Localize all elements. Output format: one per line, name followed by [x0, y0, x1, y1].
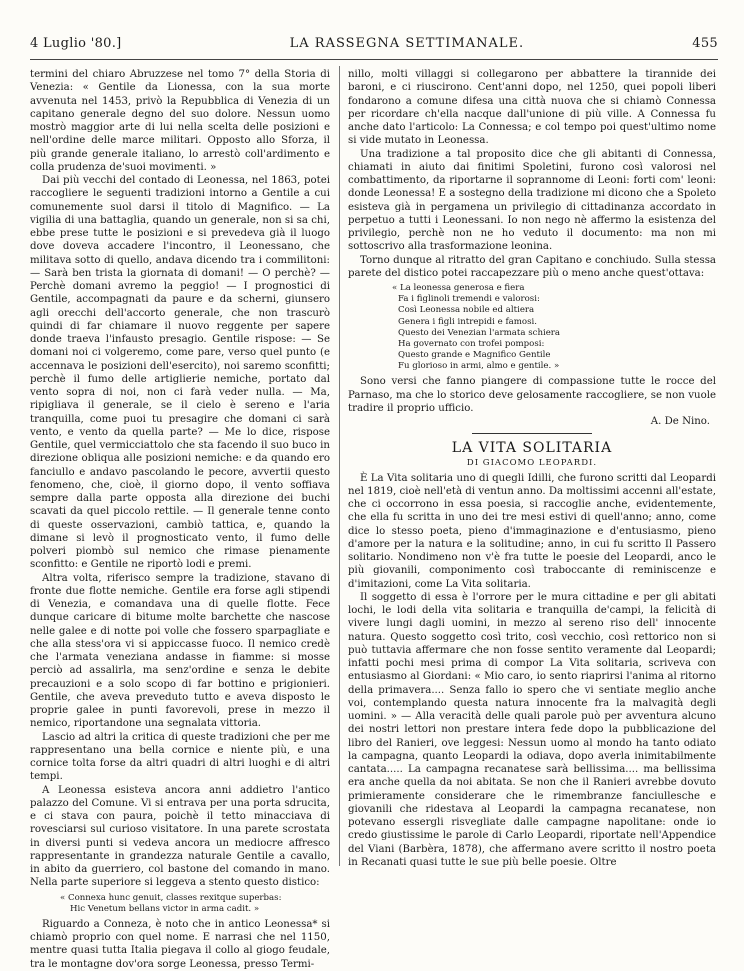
- author-signature: A. De Nino.: [650, 416, 710, 428]
- paragraph: È La Vita solitaria uno di quegli Idilli, che furono scritti dal Leopardi nel 1819, cioè nell'età di ventun anno. Da moltissimi accenni all'estate, che ci occorrono in essa poesia, si raccoglie anche, evidentemente, che ella fu scritta in uno dei tre mesi estivi di quell'anno; anno, come dice lo stesso poeta, pieno d'immaginazione e d'entusiasmo, pieno d'amore per la natura e la solitudine; anno, in cui fu scritto Il Passero solitario. Nondimeno non v'è fra tutte le poesie del Leopardi, anco le più giovanili, componimento così traboccante di reminiscenze e d'imitazioni, come La Vita solitaria.: [348, 472, 716, 590]
- paragraph: Il soggetto di essa è l'orrore per le mura cittadine e per gli abitati lochi, le lodi della vita solitaria e tranquilla de'campi, la felicità di vivere lungi dagli uomini, in mezzo al sereno riso dell' innocente natura. Questo soggetto così trito, così vecchio, così rettorico non si può tuttavia affermare che non fosse sentito veramente dal Leopardi; infatti pochi mesi prima di compor La Vita solitaria, scriveva con entusiasmo al Giordani: « Mio caro, io sento riaprirsi l'anima al ritorno della primavera.... Senza fallo io spero che vi sentiate meglio anche voi, contemplando questa natura innocente fra la malvagità degli uomini. » — Alla veracità delle quali parole può per avventura alcuno dei nostri lettori non prestare intera fede dopo la pubblicazione del libro del Ranieri, ove leggesi: Nessun uomo al mondo ha tanto odiato la campagna, quanto Leopardi la odiava, dopo averla inimitabilmente cantata..... La campagna recanatese sarà bellissima.... ma bellissima era anche quella da noi abitata. Se non che il Ranieri avrebbe dovuto primieramente considerare che le rimembranze fanciullesche e giovanili che ridestava al Leopardi la campagna recanatese, non potevano essergli risvegliate dalle campagne napolitane: onde io credo giustissime le parole di Carlo Leopardi, riportate nell'Appendice del Viani (Barbèra, 1878), che affermano avere scritto il nostro poeta in Recanati quasi tutte le sue più belle poesie. Oltre: [348, 591, 716, 868]
- poem-line: Fa i figlinoli tremendi e valorosi:: [398, 294, 540, 305]
- paragraph: Una tradizione a tal proposito dice che gli abitanti di Connessa, chiamati in aiuto dai finitimi Spoletini, furono così valorosi nel combattimento, da riportarne il soprannome di Leoni: forti com' leoni: donde Leonessa! E a sostegno della tradizione mi dicono che a Spoleto esisteva già in pergamena un privilegio di cittadinanza accordato in perpetuo a tutti i Leonessani. Io non nego nè affermo la esistenza del privilegio, perchè non ne ho veduto il documento: ma non mi sottoscrivo alla trasformazione leonina.: [348, 148, 716, 253]
- poem-line: Questo grande e Magnifico Gentile: [398, 350, 551, 361]
- paragraph: Altra volta, riferisco sempre la tradizione, stavano di fronte due flotte nemiche. Gentile era forse agli stipendi di Venezia, e comandava una di quelle flotte. Fece dunque caricare di bitume molte barchette che nascose nelle galee e di notte poi volle che fossero sparpagliate e che alla stess'ora vi si appiccasse fuoco. Il nemico credè che l'armata veneziana andasse in fiamme: si mosse perciò ad assalirla, ma senz'ordine e senza le debite precauzioni e a solo scopo di far bottino e prigionieri. Gentile, che aveva preveduto tutto e aveva disposto le proprie galee in punti favorevoli, prese in mezzo il nemico, riportandone una segnalata vittoria.: [30, 572, 330, 730]
- page-number: 455: [692, 36, 718, 51]
- paragraph: nillo, molti villaggi si collegarono per abbattere la tirannide dei baroni, e ci riuscirono. Cent'anni dopo, nel 1250, quei popoli liberi fondarono a comune difesa una città nuova che si chiamò Connessa per ricordare ch'ella nacque dall'unione di più ville. A Connessa fu anche dato l'articolo: La Connessa; e col tempo poi quest'ultimo nome si vide mutato in Leonessa.: [348, 69, 716, 147]
- poem-line: Genera i figli intrepidi e famosi.: [398, 316, 537, 327]
- left-column: [30, 68, 330, 971]
- paragraph: Torno dunque al ritratto del gran Capitano e conchiudo. Sulla stessa parete del distico potei raccapezzare più o meno anche quest'ottava:: [348, 254, 716, 279]
- poem-line: Questo dei Venezian l'armata schiera: [398, 327, 561, 338]
- poem-line: Fu glorioso in armi, almo e gentile. »: [398, 361, 560, 372]
- header-date: 4 Luglio '80.]: [30, 36, 122, 51]
- paragraph: Dai più vecchi del contado di Leonessa, nel 1863, potei raccogliere le seguenti tradizioni intorno a Gentile a cui comunemente suol darsi il titolo di Magnifico. — La vigilia di una battaglia, quando un generale, non si sa chi, ebbe prese tutte le posizioni e si prevedeva già il luogo dove doveva accadere l'incontro, il Leonessano, che militava sotto di quello, andava dicendo tra i commilitoni: — Sarà ben trista la giornata di domani! — O perchè? — Perchè domani avremo la peggio! — I prognostici di Gentile, accompagnati da paure e da scherni, giunsero agli orecchi dell'accorto generale, che non trascurò quindi di far chiamare il nuovo reggente per sapere donde traeva l'infausto presagio. Gentile rispose: — Se domani noi ci volgeremo, come pare, verso quel punto (e accennava le posizioni dell'esercito), noi saremo sconfitti; perchè il fumo delle artiglierie nemiche, portato dal vento sopra di noi, non ci farà veder nulla. — Ma, ripigliava il generale, se il cielo è sereno e l'aria tranquilla, come puoi tu presagire che domani ci sarà vento, e vento da quella parte? — Me lo dice, rispose Gentile, quel vermicciattolo che sta facendo il suo buco in direzione obliqua alle posizioni nemiche: e da quando ero fanciullo e andavo pascolando le pecore, avvertii questo fenomeno, che, cioè, il giorno dopo, il vento soffiava sempre dalla parte opposta alla direzione dei buchi scavati da quel piccolo rettile. — Il generale tenne conto di queste osservazioni, cambiò tattica, e, quando la dimane si levò il prognosticato vento, il fumo delle polveri piombò sul nemico che rimase pienamente sconfitto: e Gentile ne riportò lodi e premi.: [30, 175, 330, 571]
- paragraph: A Leonessa esisteva ancora anni addietro l'antico palazzo del Comune. Vi si entrava per una porta sdrucita, e ci stava con paura, poichè il tetto minacciava di rovesciarsi sul curioso visitatore. In una parete scrostata in diversi punti si vedeva ancora un mediocre affresco rappresentante in grandezza naturale Gentile a cavallo, in abito da guerriero, col bastone del comando in mano. Nella parte superiore si leggeva a stento questo distico:: [30, 784, 330, 889]
- article-title: LA VITA SOLITARIA: [451, 440, 613, 457]
- journal-title: LA RASSEGNA SETTIMANALE.: [289, 36, 525, 51]
- paragraph: Sono versi che fanno piangere di compassione tutte le rocce del Parnaso, ma che lo storico deve gelosamente raccogliere, se non vuole tradire il proprio ufficio.: [348, 376, 716, 414]
- running-header: [30, 36, 718, 60]
- article-separator: [472, 433, 592, 434]
- poem-line: « La leonessa generosa e fiera: [392, 283, 525, 293]
- poem-line: Ha governato con trofei pomposi:: [398, 338, 545, 349]
- octave-poem: [392, 283, 716, 372]
- column-rule: [339, 66, 340, 866]
- article-byline: DI GIACOMO LEOPARDI.: [466, 457, 598, 468]
- latin-distich: [60, 893, 330, 915]
- distich-line: « Connexa hunc genuit, classes rexitque superbas:: [60, 892, 282, 903]
- right-column: [348, 68, 716, 869]
- paragraph: Riguardo a Conneza, è noto che in antico Leonessa* si chiamò proprio con quel nome. E narrasi che nel 1150, mentre quasi tutta Italia piegava il collo al giogo feudale, tra le montagne dov'ora sorge Leonessa, presso Termi-: [30, 918, 330, 970]
- poem-line: Così Leonessa nobile ed altiera: [398, 305, 535, 316]
- distich-line: Hic Venetum bellans victor in arma cadit. »: [70, 903, 260, 914]
- paragraph: termini del chiaro Abruzzese nel tomo 7° della Storia di Venezia: « Gentile da Lionessa, con la sua morte avvenuta nel 1453, privò la Repubblica di Venezia di un capitano generale degno del suo dolore. Nessun uomo mostrò maggior arte di lui nella scelta delle posizioni e nell'ordine delle marce militari. Opposto allo Sforza, il più grande generale italiano, lo arrestò coll'ardimento e colla prudenza de'suoi movimenti. »: [30, 69, 330, 173]
- paragraph: Lascio ad altri la critica di queste tradizioni che per me rappresentano una bella cornice e niente più, e una cornice tolta forse da altri quadri di altri luoghi e di altri tempi.: [30, 731, 330, 783]
